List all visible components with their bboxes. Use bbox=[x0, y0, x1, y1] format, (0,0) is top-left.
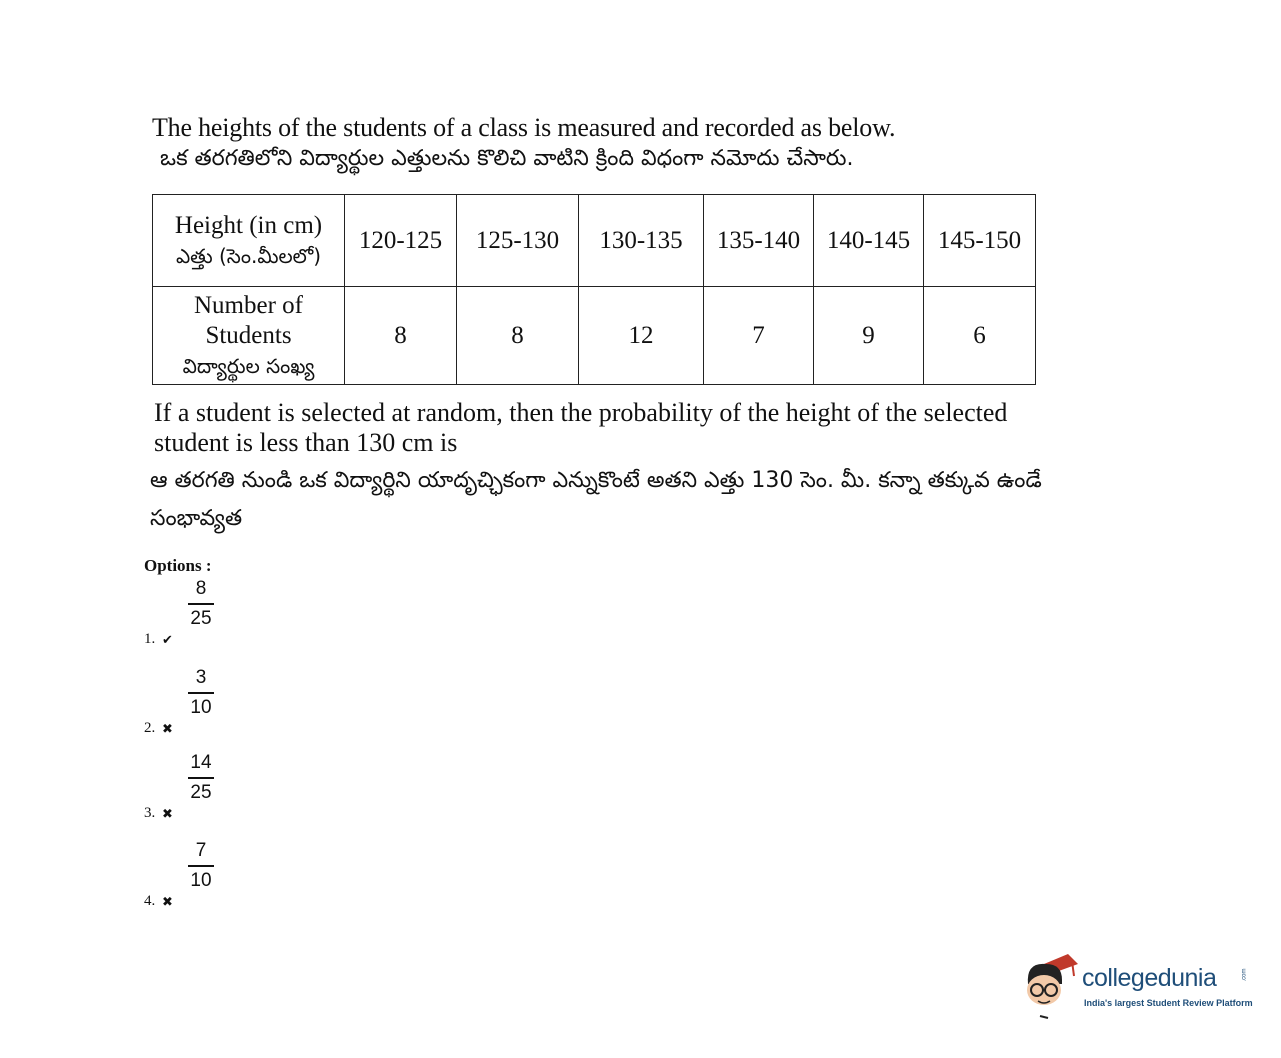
fraction-bar bbox=[188, 692, 214, 694]
option-number: 3. bbox=[144, 805, 156, 821]
fraction bbox=[188, 752, 214, 804]
numerator: 8 bbox=[195, 578, 207, 599]
wrong-cross-icon: ✖ bbox=[162, 894, 173, 909]
table-row-count bbox=[153, 287, 1036, 385]
row-header-count bbox=[153, 287, 345, 385]
prompt-telugu: ఆ తరగతి నుండి ఒక విద్యార్థిని యాదృచ్ఛికంగా ఎన్నుకొంటే అతని ఎత్తు 130 సెం. మీ. కన్నా తక్కువ ఉండే సంభావ్యత bbox=[150, 468, 1042, 531]
table-cell: 6 bbox=[924, 287, 1036, 385]
logo-wordmark: collegedunia bbox=[1082, 964, 1217, 992]
table-cell: 140-145 bbox=[814, 195, 924, 287]
denominator: 25 bbox=[190, 608, 212, 629]
table-cell: 9 bbox=[814, 287, 924, 385]
correct-check-icon: ✔ bbox=[162, 632, 173, 647]
logo-tagline: India's largest Student Review Platform bbox=[1084, 998, 1253, 1008]
collegedunia-logo[interactable] bbox=[1022, 950, 1252, 1020]
mascot-icon bbox=[1022, 950, 1080, 1020]
fraction-bar bbox=[188, 777, 214, 779]
table-cell: 135-140 bbox=[704, 195, 814, 287]
count-label-line1: Number of bbox=[194, 291, 303, 319]
table-cell: 130-135 bbox=[579, 195, 704, 287]
fraction bbox=[188, 667, 214, 719]
count-label-line2: Students bbox=[205, 321, 292, 349]
logo-domain: .com bbox=[1241, 968, 1248, 982]
question-telugu: ఒక తరగతిలోని విద్యార్థుల ఎత్తులను కొలిచి వాటిని క్రింది విధంగా నమోదు చేసారు. bbox=[160, 146, 854, 171]
options-heading: Options : bbox=[144, 556, 212, 575]
option-number: 1. bbox=[144, 631, 156, 647]
option-1[interactable] bbox=[144, 578, 264, 648]
denominator: 25 bbox=[190, 782, 212, 803]
fraction-bar bbox=[188, 603, 214, 605]
table-cell: 8 bbox=[457, 287, 579, 385]
table-cell: 12 bbox=[579, 287, 704, 385]
table-cell: 7 bbox=[704, 287, 814, 385]
numerator: 3 bbox=[195, 667, 207, 688]
denominator: 10 bbox=[190, 697, 212, 718]
table-cell: 120-125 bbox=[345, 195, 457, 287]
fraction bbox=[188, 840, 214, 892]
option-3[interactable] bbox=[144, 752, 264, 822]
option-4[interactable] bbox=[144, 840, 264, 910]
option-number: 4. bbox=[144, 893, 156, 909]
table-cell: 125-130 bbox=[457, 195, 579, 287]
height-label-telugu: ఎత్తు (సెం.మీలలో) bbox=[175, 243, 322, 268]
height-label: Height (in cm) bbox=[174, 211, 323, 239]
numerator: 14 bbox=[190, 752, 212, 773]
fraction bbox=[188, 578, 214, 630]
table-row-height bbox=[153, 195, 1036, 287]
fraction-bar bbox=[188, 865, 214, 867]
wrong-cross-icon: ✖ bbox=[162, 721, 173, 736]
denominator: 10 bbox=[190, 870, 212, 891]
row-header-height bbox=[153, 195, 345, 287]
height-frequency-table bbox=[152, 194, 1036, 385]
numerator: 7 bbox=[195, 840, 207, 861]
wrong-cross-icon: ✖ bbox=[162, 806, 173, 821]
question-english: The heights of the students of a class is measured and recorded as below. bbox=[152, 113, 896, 142]
table-cell: 8 bbox=[345, 287, 457, 385]
count-label-telugu: విద్యార్థుల సంఖ్య bbox=[182, 353, 315, 378]
option-number: 2. bbox=[144, 720, 156, 736]
option-2[interactable] bbox=[144, 667, 264, 737]
table-cell: 145-150 bbox=[924, 195, 1036, 287]
prompt-english: If a student is selected at random, then the probability of the height of the selected student is less than 130 cm is bbox=[154, 398, 1008, 457]
